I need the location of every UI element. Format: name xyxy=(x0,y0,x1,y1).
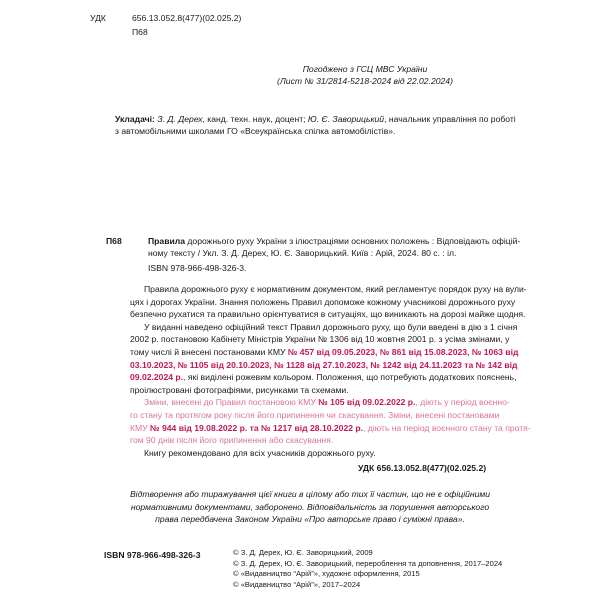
compiler-role-1: , канд. техн. наук, доцент; xyxy=(202,114,308,124)
p1-line-3: безпечно рухатися та правильно орієнтуватися в ситуаціях, що виникають на дорозі майже щодня. xyxy=(130,309,526,320)
approval-line-1: Погоджено з ГСЦ МВС України xyxy=(302,64,428,74)
p1-line-1: Правила дорожнього руху є нормативним документом, який регламентує порядок руху на вули- xyxy=(144,284,527,294)
author-sign-bib: П68 xyxy=(106,236,122,246)
copyright-item: © «Видавництво “Арій”», 2017–2024 xyxy=(233,579,361,589)
notice-line-1: Відтворення або тиражування цієї книги в цілому або тих її частин, що не є офіційними xyxy=(129,489,491,499)
udk-bottom: УДК 656.13.052.8(477)(02.025.2) xyxy=(358,463,487,473)
compilers-label: Укладачі: xyxy=(115,114,155,124)
description-body xyxy=(130,283,531,459)
p3-line-1 xyxy=(130,396,515,409)
p2-line-6: проілюстровані фотографіями, рисунками та схемами. xyxy=(130,384,349,395)
copyright-list xyxy=(233,548,502,590)
bib-isbn: ISBN 978-966-498-326-3. xyxy=(148,263,247,273)
compilers-line-1 xyxy=(115,113,516,125)
footer-isbn: ISBN 978-966-498-326-3 xyxy=(104,550,201,560)
p3-line-3a: КМУ xyxy=(130,422,151,433)
author-sign-top: П68 xyxy=(132,27,148,37)
bib-title: Правила xyxy=(148,236,186,246)
p1-line-2: цях і дорогах України. Знання положень Правил допоможе кожному учасникові дорожнього руху xyxy=(130,296,516,307)
bib-line-1 xyxy=(148,235,520,247)
p3-line-3 xyxy=(130,422,531,435)
p3-line-2: го стану та протягом року після його припинення чи скасування. Зміни, внесені постановами xyxy=(130,409,500,420)
p3-line-4: гом 90 днів після його припинення або скасування. xyxy=(130,435,334,446)
approval-line-2: (Лист № 31/2814-5218-2024 від 22.02.2024) xyxy=(277,76,453,86)
p3-line-3c: , діють на період воєнного стану та протя- xyxy=(363,422,531,433)
udk-top-code: 656.13.052.8(477)(02.025.2) xyxy=(132,13,242,23)
copyright-item: © З. Д. Дерех, Ю. Є. Заворицький, перероблення та доповнення, 2017–2024 xyxy=(233,558,503,568)
notice-line-2: нормативними документами, заборонено. Відповідальність за порушення авторського xyxy=(130,501,490,512)
p3-line-3b: № 944 від 19.08.2022 р. та № 1217 від 28.10.2022 р. xyxy=(150,422,364,433)
notice-line-3: права передбачена Законом України «Про авторське право і суміжні права». xyxy=(155,514,465,524)
copyright-item: © З. Д. Дерех, Ю. Є. Заворицький, 2009 xyxy=(233,548,373,557)
p2-line-4: 03.10.2023, № 1105 від 20.10.2023, № 1128 від 27.10.2023, № 1242 від 24.11.2023 та № 142 від xyxy=(130,359,518,370)
p2-line-5 xyxy=(130,371,515,384)
compiler-name-1: З. Д. Дерех xyxy=(157,114,203,124)
bib-line-1-rest: дорожнього руху України з ілюстраціями основних положень : Відповідають офіцій- xyxy=(185,236,521,246)
p3-line-1c: , діють у період воєнно- xyxy=(415,397,510,408)
copyright-notice xyxy=(110,488,510,526)
compiler-role-2: , начальник управління по роботі xyxy=(384,114,516,124)
compiler-name-2: Ю. Є. Заворицький xyxy=(307,114,385,124)
p2-line-1: У виданні наведено офіційний текст Правил дорожнього руху, що були введені в дію з 1 січня xyxy=(144,321,518,332)
p3-line-1a: Зміни, внесені до Правил постановою КМУ xyxy=(144,397,319,408)
copyright-item: © «Видавництво “Арій”», художнє оформлення, 2015 xyxy=(233,569,420,579)
p2-line-5b: , які виділені рожевим кольором. Положення, що потребують додаткових пояснень, xyxy=(183,372,517,383)
p2-line-5a: 09.02.2024 р. xyxy=(130,372,184,383)
p2-line-3b: № 457 від 09.05.2023, № 861 від 15.08.2023, № 1063 від xyxy=(287,346,519,357)
p3-line-1b: № 105 від 09.02.2022 р. xyxy=(318,397,416,408)
compilers-line-2: з автомобільними школами ГО «Всеукраїнська спілка автомобілістів». xyxy=(115,126,396,136)
udk-top-label: УДК xyxy=(90,13,106,23)
p2-line-3a: тому числі й внесені постановами КМУ xyxy=(130,346,288,357)
p2-line-3 xyxy=(130,346,519,359)
bib-line-2: ному тексту / Укл. З. Д. Дерех, Ю. Є. Заворицький. Київ : Арій, 2024. 80 с. : іл. xyxy=(148,248,457,258)
p4-line: Книгу рекомендовано для всіх учасників дорожнього руху. xyxy=(144,447,376,458)
p2-line-2: 2002 р. постановою Кабінету Міністрів України № 1306 від 10 жовтня 2001 р. з усіма змінами, у xyxy=(130,334,510,345)
